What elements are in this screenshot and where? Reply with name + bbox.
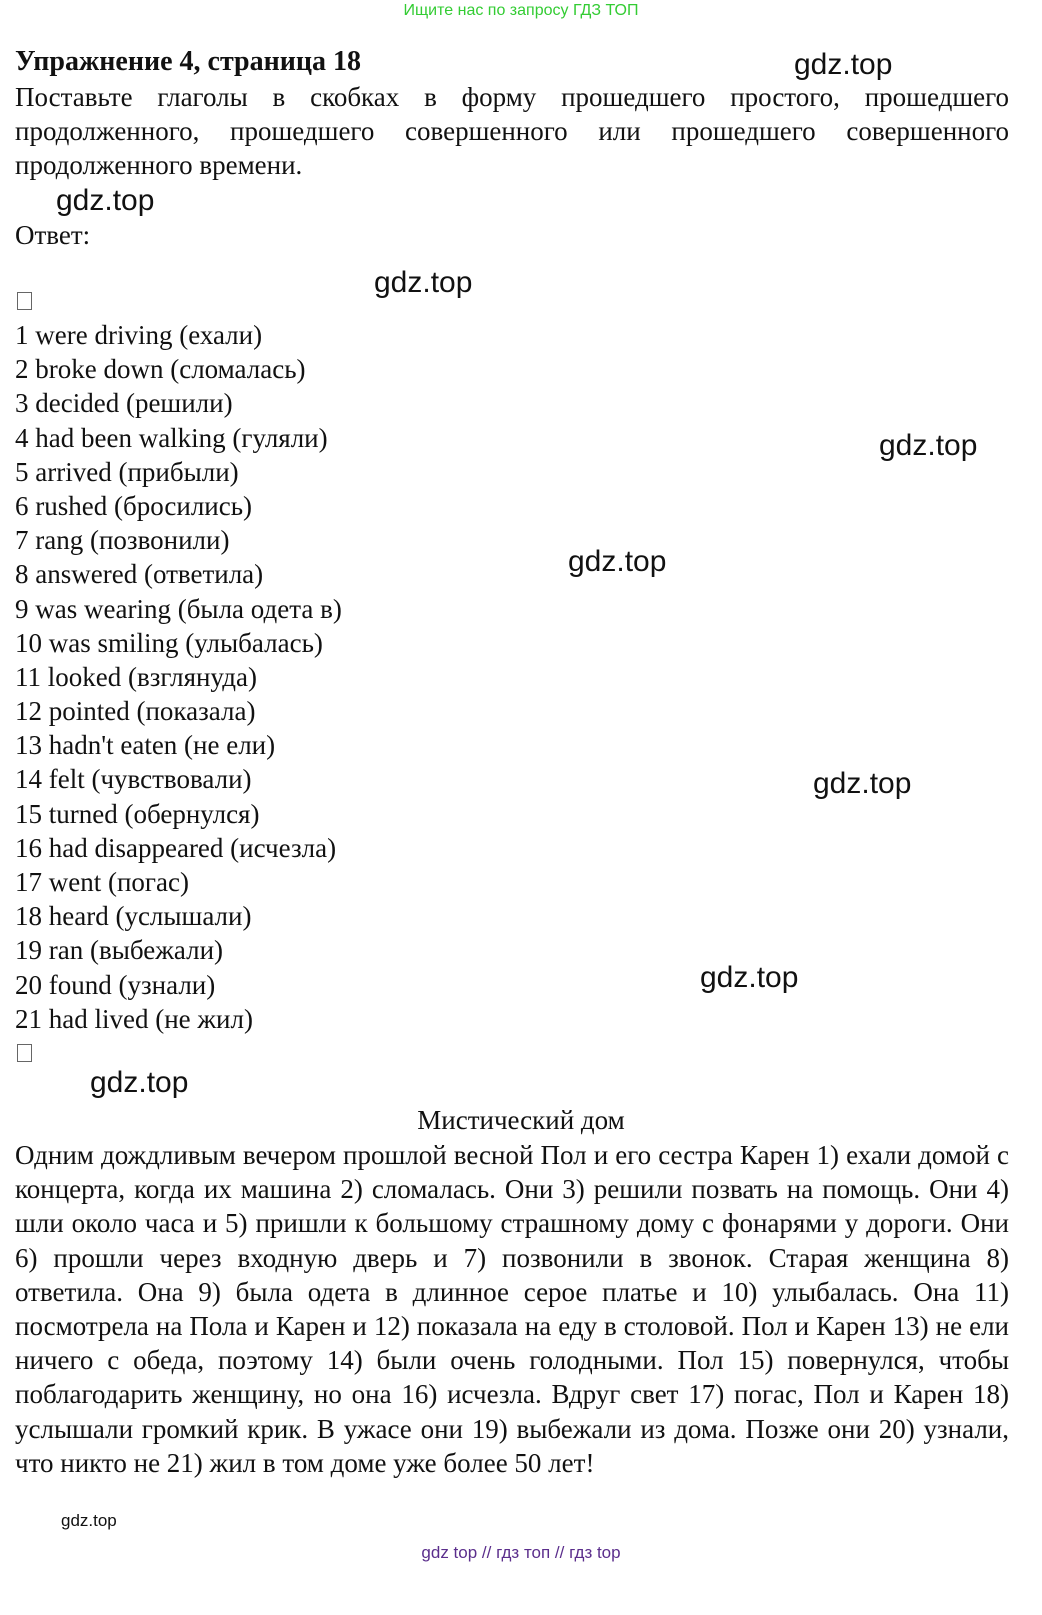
story-title: Мистический дом xyxy=(417,1105,625,1135)
answer-item: 2 broke down (сломалась) xyxy=(15,354,306,385)
answer-list xyxy=(15,318,342,1036)
watermark: gdz.top xyxy=(700,961,799,994)
missing-glyph-box xyxy=(17,292,32,310)
watermark: gdz.top xyxy=(56,184,155,217)
answer-label: Ответ: xyxy=(15,220,91,250)
answer-item: 6 rushed (бросились) xyxy=(15,490,253,521)
watermark: gdz.top xyxy=(374,266,473,299)
answer-item: 7 rang (позвонили) xyxy=(15,525,230,556)
answer-item: 3 decided (решили) xyxy=(15,388,233,419)
top-banner[interactable]: Ищите нас по запросу ГДЗ ТОП xyxy=(403,2,639,19)
story-text: Одним дождливым вечером прошлой весной Пол и его сестра Карен 1) ехали домой с концерта, когда их машина 2) сломалась. Они 3) решили позвать на помощь. Они 4) шли около часа и 5) пришли к большому страшному дому с фонарями у дороги. Они 6) прошли через входную дверь и 7) позвонили в звонок. Старая женщина 8) ответила. Она 9) была одета в длинное серое платье и 10) улыбалась. Она 11) посмотрела на Пола и Карен и 12) показала на еду в столовой. Пол и Карен 13) не ели ничего с обеда, поэтому 14) были очень голодными. Пол 15) повернулся, чтобы поблагодарить женщину, но она 16) исчезла. Вдруг свет 17) погас, Пол и Карен 18) услышали громкий крик. В ужасе они 19) выбежали из дома. Позже они 20) узнали, что никто не 21) жил в том доме уже более 50 лет! xyxy=(15,1140,1009,1478)
answer-item: 16 had disappeared (исчезла) xyxy=(15,832,337,863)
watermark: gdz.top xyxy=(794,48,893,81)
watermark: gdz.top xyxy=(879,429,978,462)
answer-item: 4 had been walking (гуляли) xyxy=(15,422,328,453)
watermark: gdz.top xyxy=(813,767,912,800)
watermark: gdz.top xyxy=(568,545,667,578)
task-text: Поставьте глаголы в скобках в форму прошедшего простого, прошедшего продолженного, прошедшего совершенного или прошедшего совершенного продолженного времени. xyxy=(15,82,1009,180)
watermark-small: gdz.top xyxy=(61,1511,117,1530)
answer-item: 11 looked (взглянуда) xyxy=(15,661,257,692)
answer-item: 5 arrived (прибыли) xyxy=(15,456,239,487)
answer-item: 1 were driving (ехали) xyxy=(15,320,263,350)
answer-item: 13 hadn't eaten (не ели) xyxy=(15,730,276,761)
answer-item: 20 found (узнали) xyxy=(15,969,216,1000)
answer-item: 14 felt (чувствовали) xyxy=(15,764,252,795)
answer-item: 21 had lived (не жил) xyxy=(15,1003,253,1034)
watermark: gdz.top xyxy=(90,1066,189,1099)
footer-links[interactable]: gdz top // гдз топ // гдз top xyxy=(421,1543,621,1562)
answer-item: 19 ran (выбежали) xyxy=(15,935,224,966)
missing-glyph-box xyxy=(17,1044,32,1062)
answer-item: 10 was smiling (улыбалась) xyxy=(15,627,323,658)
answer-item: 17 went (погас) xyxy=(15,867,189,897)
exercise-title: Упражнение 4, страница 18 xyxy=(15,46,362,77)
answer-item: 15 turned (обернулся) xyxy=(15,798,260,829)
answer-item: 18 heard (услышали) xyxy=(15,901,252,932)
answer-item: 8 answered (ответила) xyxy=(15,559,264,590)
answer-item: 9 was wearing (была одета в) xyxy=(15,593,342,624)
answer-item: 12 pointed (показала) xyxy=(15,696,256,727)
